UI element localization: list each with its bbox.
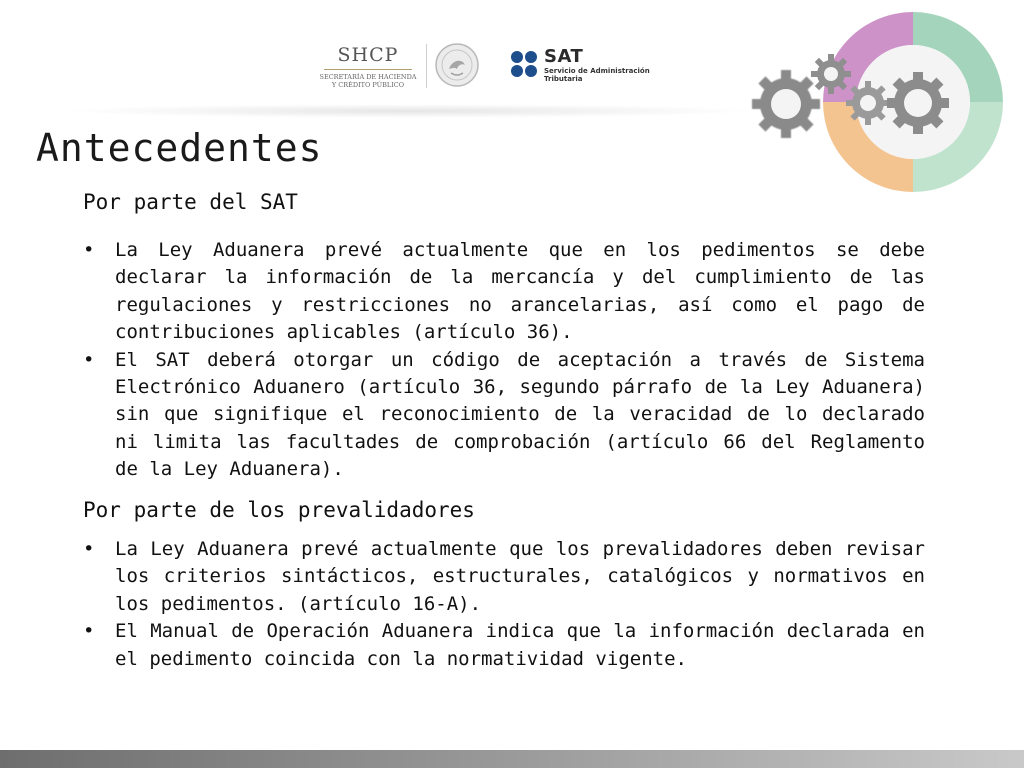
list-item <box>83 347 925 484</box>
shcp-subtitle-2: Y CRÉDITO PÚBLICO <box>331 81 405 89</box>
header-shadow <box>60 104 760 118</box>
sat-subtitle: Servicio de Administración Tributaria <box>544 67 650 83</box>
list-item-text: La Ley Aduanera prevé actualmente que en los pedimentos se debe declarar la información de la mercancía y del cumplimiento de las regulaciones y restricciones no arancelarias, así como el pago de contribuciones aplicables (artículo 36). <box>115 239 925 344</box>
list-item-text: La Ley Aduanera prevé actualmente que los prevalidadores deben revisar los criterios sintácticos, estructurales, catalógicos y normativos en los pedimentos. (artículo 16-A). <box>115 538 925 615</box>
shcp-subtitle-1: SECRETARÍA DE HACIENDA <box>319 73 417 81</box>
logo-bar <box>318 40 678 96</box>
shcp-name: SHCP <box>337 44 399 66</box>
logo-divider <box>426 44 427 88</box>
list-item <box>83 618 925 673</box>
slide-title: Antecedentes <box>36 126 323 170</box>
bullet-glyph: • <box>83 239 95 261</box>
list-item <box>83 237 925 347</box>
sat-logo-icon <box>510 50 538 78</box>
bullet-glyph: • <box>83 538 95 560</box>
list-item <box>83 536 925 618</box>
shcp-logo <box>318 44 418 89</box>
bullet-glyph: • <box>83 348 95 371</box>
list-item-text: El Manual de Operación Aduanera indica que la información declarada en el pedimento coincida con la normatividad vigente. <box>115 620 925 670</box>
section-heading-prevalidadores: Por parte de los prevalidadores <box>83 498 475 522</box>
bullet-glyph: • <box>83 620 95 643</box>
sat-bullet-list <box>83 237 925 484</box>
sat-logotype <box>544 46 678 83</box>
bottom-bar <box>0 750 1024 768</box>
sat-name: SAT <box>544 46 584 67</box>
gears-cycle-icon <box>748 6 1018 196</box>
shcp-rule <box>324 69 412 70</box>
mexico-seal-icon <box>434 42 480 88</box>
section-heading-sat: Por parte del SAT <box>83 190 298 214</box>
list-item-text: El SAT deberá otorgar un código de aceptación a través de Sistema Electrónico Aduanero (artículo 36, segundo párrafo de la Ley Aduanera) sin que signifique el reconocimiento de la veracidad de lo declarado ni limita las facultades de comprobación (artículo 66 del Reglamento de la Ley Aduanera). <box>115 348 925 481</box>
prevalidadores-bullet-list <box>83 536 925 673</box>
